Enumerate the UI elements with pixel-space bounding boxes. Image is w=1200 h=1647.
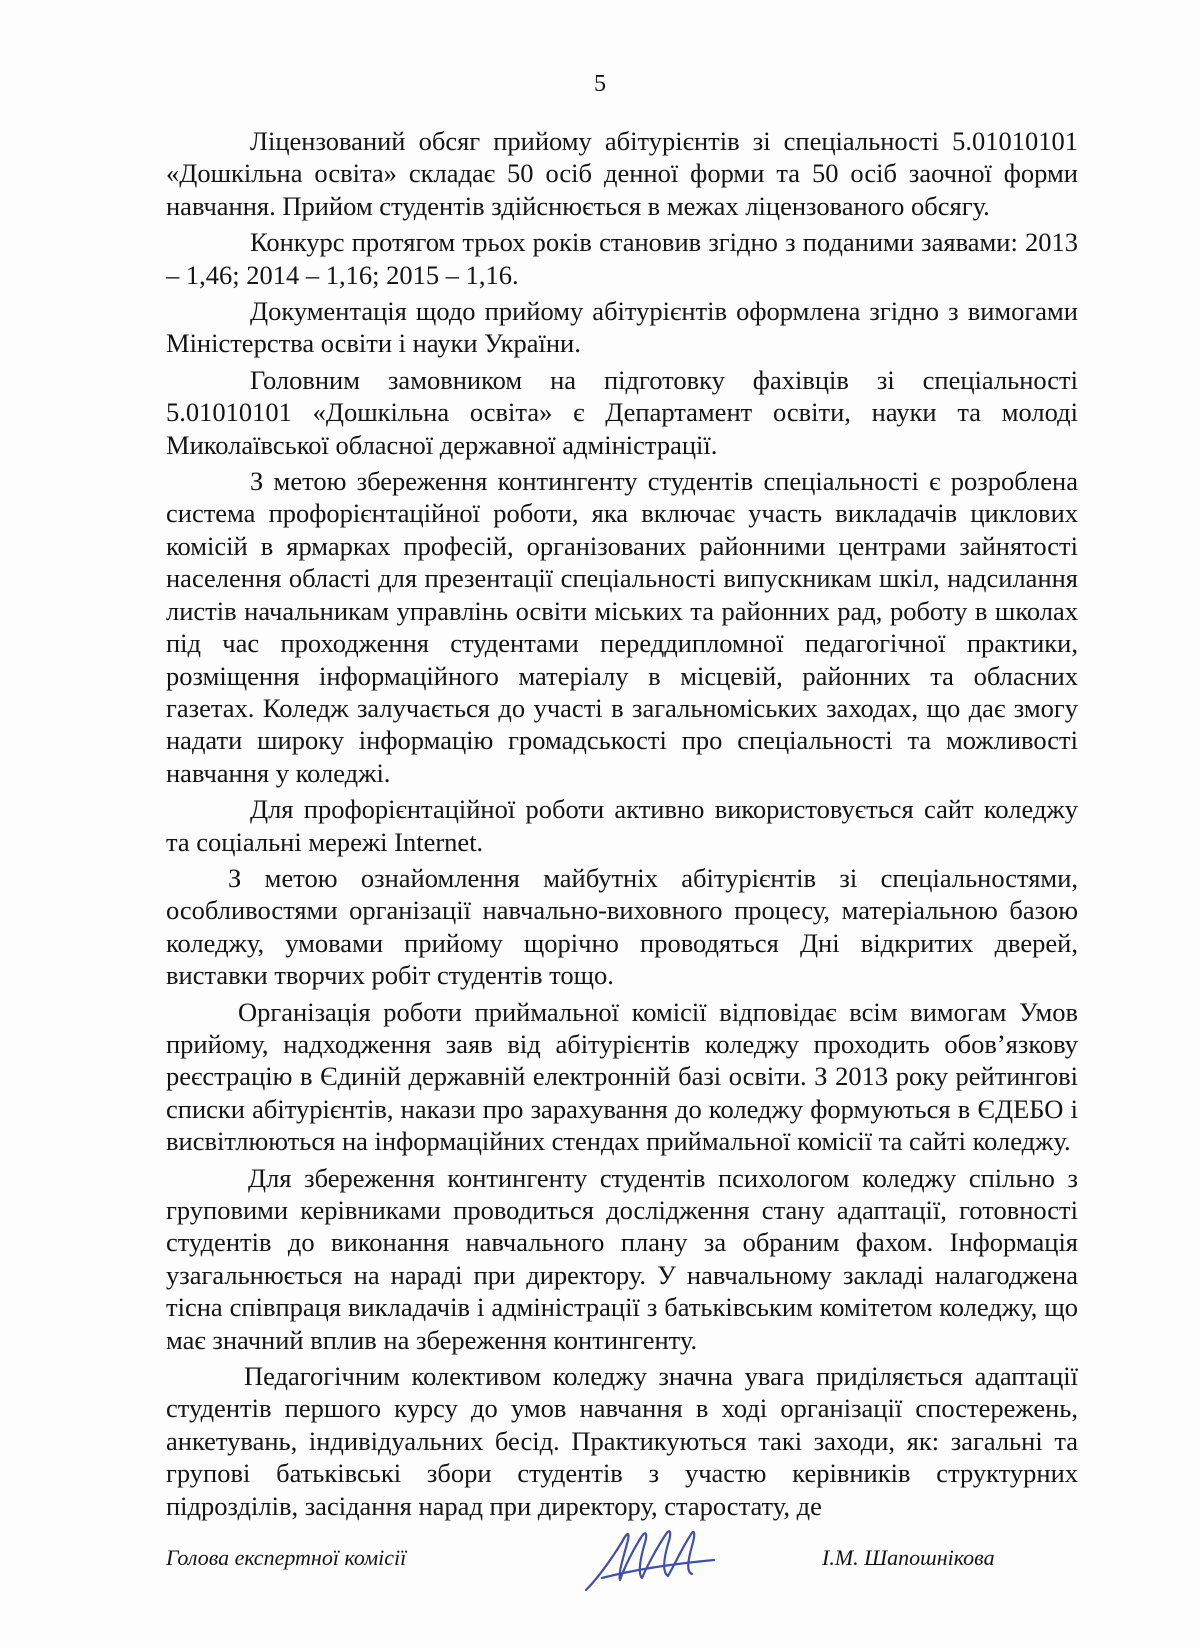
paragraph-competition: Конкурс протягом трьох років становив згідно з поданими заявами: 2013 – 1,46; 2014 – 1,16; 2015 – 1,16. [166,227,1078,290]
paragraph-admission-docs: Документація щодо прийому абітурієнтів оформлена згідно з вимогами Міністерства освіти і науки України. [166,296,1078,359]
paragraph-contingent-retention: Для збереження контингенту студентів психологом коледжу спільно з груповими керівниками проводиться дослідження стану адаптації, готовності студентів до виконання навчального плану за обраним фахом. Інформація узагальнюється на нараді при директору. У навчальному закладі налагоджена тісна співпраця викладачів і адміністрації з батьківським комітетом коледжу, що має значний вплив на збереження контингенту. [166,1162,1078,1355]
paragraph-license-volume: Ліцензований обсяг прийому абітурієнтів зі спеціальності 5.01010101 «Дошкільна освіта» складає 50 осіб денної форми та 50 осіб заочної форми навчання. Прийом студентів здійснюється в межах ліцензованого обсягу. [166,126,1078,221]
document-body [166,125,1078,1522]
paragraph-admission-committee: Організація роботи приймальної комісії відповідає всім вимогам Умов прийому, надходження заяв від абітурієнтів коледжу проходить обов’язкову реєстрацію в Єдиній державній електронній базі освіти. З 2013 року рейтингові списки абітурієнтів, накази про зарахування до коледжу формуються в ЄДЕБО і висвітлюються на інформаційних стендах приймальної комісії та сайті коледжу. [166,996,1078,1157]
handwritten-signature [582,1520,722,1596]
page-number: 5 [594,71,606,97]
paragraph-main-customer: Головним замовником на підготовку фахівців зі спеціальності 5.01010101 «Дошкільна освіта» є Департамент освіти, науки та молоді Миколаївської обласної державної адміністрації. [166,364,1078,460]
paragraph-website-usage: Для профорієнтаційної роботи активно використовується сайт коледжу та соціальні мережі Internet. [166,794,1078,857]
paragraph-open-days: З метою ознайомлення майбутніх абітурієнтів зі спеціальностями, особливостями організації навчально-виховного процесу, матеріальною базою коледжу, умовами прийому щорічно проводяться Дні відкритих дверей, виставки творчих робіт студентів тощо. [166,862,1078,991]
paragraph-adaptation: Педагогічним колективом коледжу значна увага приділяється адаптації студентів першого курсу до умов навчання в ході організації спостережень, анкетувань, індивідуальних бесід. Практикуються такі заходи, як: загальні та групові батьківські збори студентів з участю керівників структурних підрозділів, засідання нарад при директору, старостату, де [166,1361,1078,1521]
footer-signatory-name: І.М. Шапошнікова [822,1545,995,1570]
footer-position-title: Голова експертної комісії [166,1545,407,1570]
paragraph-career-guidance: З метою збереження контингенту студентів спеціальності є розроблена система профорієнтаційної роботи, яка включає участь викладачів циклових комісій в ярмарках професій, організованих районними центрами зайнятості населення області для презентації спеціальності випускникам шкіл, надсилання листів начальникам управлінь освіти міських та районних рад, роботу в школах під час проходження студентами переддипломної педагогічної практики, розміщення інформаційного матеріалу в місцевій, районних та обласних газетах. Коледж залучається до участі в загальноміських заходах, що дає змогу надати широку інформацію громадськості про спеціальності та можливості навчання у коледжі. [166,466,1078,788]
